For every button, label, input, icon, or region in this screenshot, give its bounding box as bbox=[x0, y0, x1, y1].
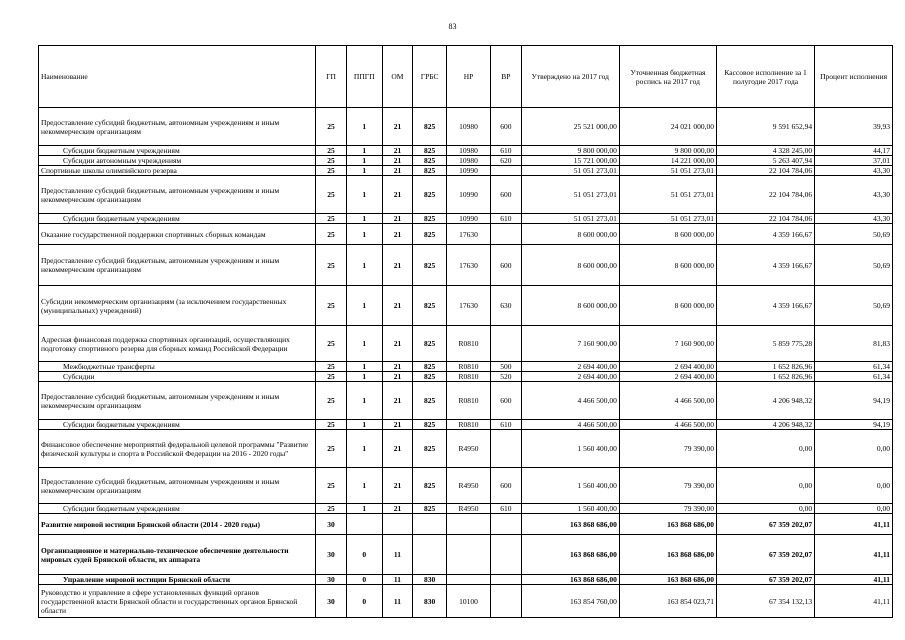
row-cash: 1 652 826,96 bbox=[717, 362, 815, 372]
row-np: R4950 bbox=[447, 504, 491, 514]
row-np: R4950 bbox=[447, 468, 491, 504]
row-gp: 25 bbox=[316, 430, 347, 468]
row-name: Субсидии бюджетным учреждениям bbox=[39, 214, 316, 224]
row-grbs: 825 bbox=[413, 166, 447, 176]
row-approved: 7 160 900,00 bbox=[521, 326, 619, 362]
row-approved: 15 721 000,00 bbox=[521, 156, 619, 166]
row-grbs: 825 bbox=[413, 468, 447, 504]
row-np: R0810 bbox=[447, 326, 491, 362]
row-refined: 163 868 686,00 bbox=[619, 575, 716, 585]
row-np: 10990 bbox=[447, 214, 491, 224]
row-cash: 4 206 948,32 bbox=[717, 382, 815, 420]
row-np: R0810 bbox=[447, 382, 491, 420]
row-vr: 630 bbox=[491, 286, 522, 326]
row-approved: 8 600 000,00 bbox=[521, 245, 619, 286]
row-vr: 520 bbox=[491, 372, 522, 382]
row-ppgp: 1 bbox=[346, 245, 382, 286]
row-percent: 44,17 bbox=[815, 146, 893, 156]
row-percent: 43,30 bbox=[815, 176, 893, 214]
row-percent: 43,30 bbox=[815, 214, 893, 224]
header-cash: Кассовое исполнение за 1 полугодие 2017 года bbox=[717, 46, 815, 108]
row-vr: 500 bbox=[491, 362, 522, 372]
row-om: 21 bbox=[382, 286, 413, 326]
row-approved: 4 466 500,00 bbox=[521, 420, 619, 430]
header-name: Наименование bbox=[39, 46, 316, 108]
row-om: 21 bbox=[382, 146, 413, 156]
row-cash: 0,00 bbox=[717, 504, 815, 514]
row-name: Предоставление субсидий бюджетным, автономным учреждениям и иным некоммерческим организациям bbox=[39, 468, 316, 504]
header-om: ОМ bbox=[382, 46, 413, 108]
table-row bbox=[39, 166, 893, 176]
row-grbs: 825 bbox=[413, 176, 447, 214]
row-approved: 163 868 686,00 bbox=[521, 575, 619, 585]
row-percent: 61,34 bbox=[815, 372, 893, 382]
row-ppgp: 1 bbox=[346, 286, 382, 326]
row-vr bbox=[491, 224, 522, 245]
row-om: 11 bbox=[382, 585, 413, 618]
row-grbs: 825 bbox=[413, 326, 447, 362]
row-percent: 50,69 bbox=[815, 224, 893, 245]
table-row bbox=[39, 326, 893, 362]
row-ppgp: 0 bbox=[346, 535, 382, 575]
row-ppgp: 1 bbox=[346, 504, 382, 514]
row-ppgp: 0 bbox=[346, 585, 382, 618]
row-ppgp: 1 bbox=[346, 372, 382, 382]
row-cash: 9 591 652,94 bbox=[717, 108, 815, 146]
row-ppgp: 1 bbox=[346, 468, 382, 504]
row-gp: 25 bbox=[316, 420, 347, 430]
row-percent: 0,00 bbox=[815, 504, 893, 514]
row-om: 21 bbox=[382, 214, 413, 224]
row-cash: 1 652 826,96 bbox=[717, 372, 815, 382]
row-approved: 1 560 400,00 bbox=[521, 468, 619, 504]
row-refined: 163 868 686,00 bbox=[619, 514, 716, 535]
row-refined: 2 694 400,00 bbox=[619, 372, 716, 382]
row-name: Предоставление субсидий бюджетным, автономным учреждениям и иным некоммерческим организациям bbox=[39, 108, 316, 146]
row-om: 21 bbox=[382, 504, 413, 514]
row-approved: 8 600 000,00 bbox=[521, 224, 619, 245]
table-row bbox=[39, 286, 893, 326]
table-row bbox=[39, 176, 893, 214]
row-name: Финансовое обеспечение мероприятий федеральной целевой программы "Развитие физической культуры и спорта в Российской Федерации на 2016 - 2020 годы" bbox=[39, 430, 316, 468]
header-approved: Утверждено на 2017 год bbox=[521, 46, 619, 108]
row-grbs: 825 bbox=[413, 372, 447, 382]
row-name: Субсидии некоммерческим организациям (за исключением государственных (муниципальных) учреждений) bbox=[39, 286, 316, 326]
row-refined: 14 221 000,00 bbox=[619, 156, 716, 166]
row-ppgp: 1 bbox=[346, 108, 382, 146]
row-om: 11 bbox=[382, 535, 413, 575]
row-name: Развитие мировой юстиции Брянской области (2014 - 2020 годы) bbox=[39, 514, 316, 535]
row-np: 10990 bbox=[447, 166, 491, 176]
row-vr bbox=[491, 166, 522, 176]
table-row bbox=[39, 535, 893, 575]
row-vr bbox=[491, 585, 522, 618]
row-cash: 5 263 407,94 bbox=[717, 156, 815, 166]
row-np bbox=[447, 535, 491, 575]
row-grbs: 825 bbox=[413, 362, 447, 372]
row-refined: 163 854 023,71 bbox=[619, 585, 716, 618]
table-row bbox=[39, 362, 893, 372]
row-vr: 610 bbox=[491, 146, 522, 156]
row-percent: 0,00 bbox=[815, 430, 893, 468]
budget-table bbox=[38, 45, 893, 618]
row-gp: 25 bbox=[316, 372, 347, 382]
table-row bbox=[39, 382, 893, 420]
row-om: 21 bbox=[382, 420, 413, 430]
row-vr: 610 bbox=[491, 214, 522, 224]
row-name: Субсидии бюджетным учреждениям bbox=[39, 146, 316, 156]
row-approved: 163 868 686,00 bbox=[521, 514, 619, 535]
row-cash: 4 359 166,67 bbox=[717, 245, 815, 286]
row-ppgp: 1 bbox=[346, 176, 382, 214]
row-gp: 25 bbox=[316, 146, 347, 156]
row-vr: 600 bbox=[491, 382, 522, 420]
row-name: Субсидии бюджетным учреждениям bbox=[39, 420, 316, 430]
row-percent: 94,19 bbox=[815, 420, 893, 430]
row-approved: 9 800 000,00 bbox=[521, 146, 619, 156]
row-np: 17630 bbox=[447, 224, 491, 245]
row-refined: 163 868 686,00 bbox=[619, 535, 716, 575]
row-om: 21 bbox=[382, 362, 413, 372]
row-vr: 610 bbox=[491, 504, 522, 514]
row-percent: 41,11 bbox=[815, 575, 893, 585]
row-ppgp: 1 bbox=[346, 166, 382, 176]
row-gp: 25 bbox=[316, 156, 347, 166]
row-gp: 30 bbox=[316, 514, 347, 535]
header-refined: Уточненная бюджетная роспись на 2017 год bbox=[619, 46, 716, 108]
row-np: R0810 bbox=[447, 362, 491, 372]
row-approved: 1 560 400,00 bbox=[521, 430, 619, 468]
row-np: 17630 bbox=[447, 245, 491, 286]
row-cash: 4 206 948,32 bbox=[717, 420, 815, 430]
row-approved: 163 868 686,00 bbox=[521, 535, 619, 575]
row-name: Предоставление субсидий бюджетным, автономным учреждениям и иным некоммерческим организациям bbox=[39, 382, 316, 420]
row-om: 21 bbox=[382, 156, 413, 166]
table-row bbox=[39, 372, 893, 382]
header-vr: ВР bbox=[491, 46, 522, 108]
row-refined: 8 600 000,00 bbox=[619, 286, 716, 326]
row-percent: 94,19 bbox=[815, 382, 893, 420]
row-vr bbox=[491, 575, 522, 585]
row-percent: 41,11 bbox=[815, 514, 893, 535]
page-number: 83 bbox=[448, 22, 457, 31]
row-np bbox=[447, 575, 491, 585]
header-percent: Процент исполнения bbox=[815, 46, 893, 108]
row-vr: 600 bbox=[491, 468, 522, 504]
row-ppgp: 1 bbox=[346, 146, 382, 156]
row-gp: 25 bbox=[316, 326, 347, 362]
row-refined: 51 051 273,01 bbox=[619, 176, 716, 214]
row-name: Субсидии автономным учреждениям bbox=[39, 156, 316, 166]
row-gp: 25 bbox=[316, 286, 347, 326]
row-gp: 25 bbox=[316, 504, 347, 514]
row-ppgp: 1 bbox=[346, 382, 382, 420]
row-gp: 25 bbox=[316, 176, 347, 214]
row-grbs: 825 bbox=[413, 224, 447, 245]
row-grbs: 830 bbox=[413, 585, 447, 618]
row-gp: 30 bbox=[316, 575, 347, 585]
table-header-row bbox=[39, 46, 893, 108]
row-approved: 1 560 400,00 bbox=[521, 504, 619, 514]
row-ppgp: 1 bbox=[346, 420, 382, 430]
row-grbs: 825 bbox=[413, 214, 447, 224]
row-ppgp: 1 bbox=[346, 224, 382, 245]
row-vr: 600 bbox=[491, 108, 522, 146]
row-vr bbox=[491, 430, 522, 468]
row-cash: 67 359 202,07 bbox=[717, 535, 815, 575]
row-om: 21 bbox=[382, 326, 413, 362]
row-np: R4950 bbox=[447, 430, 491, 468]
row-cash: 67 359 202,07 bbox=[717, 575, 815, 585]
row-cash: 22 104 784,06 bbox=[717, 214, 815, 224]
row-vr: 610 bbox=[491, 420, 522, 430]
row-refined: 8 600 000,00 bbox=[619, 224, 716, 245]
row-percent: 41,11 bbox=[815, 585, 893, 618]
header-gp: ГП bbox=[316, 46, 347, 108]
row-vr bbox=[491, 514, 522, 535]
row-vr: 600 bbox=[491, 176, 522, 214]
row-percent: 50,69 bbox=[815, 245, 893, 286]
row-grbs: 825 bbox=[413, 245, 447, 286]
row-grbs: 825 bbox=[413, 382, 447, 420]
row-om: 21 bbox=[382, 176, 413, 214]
row-percent: 43,30 bbox=[815, 166, 893, 176]
table-row bbox=[39, 146, 893, 156]
row-gp: 25 bbox=[316, 214, 347, 224]
table-row bbox=[39, 245, 893, 286]
row-grbs bbox=[413, 535, 447, 575]
row-np: 17630 bbox=[447, 286, 491, 326]
row-name: Межбюджетные трансферты bbox=[39, 362, 316, 372]
row-refined: 4 466 500,00 bbox=[619, 382, 716, 420]
row-cash: 4 359 166,67 bbox=[717, 286, 815, 326]
table-row bbox=[39, 214, 893, 224]
row-om: 21 bbox=[382, 468, 413, 504]
row-refined: 79 390,00 bbox=[619, 430, 716, 468]
row-name: Руководство и управление в сфере установленных функций органов государственной власти Брянской области и государственных органов Брянской области bbox=[39, 585, 316, 618]
row-percent: 50,69 bbox=[815, 286, 893, 326]
row-ppgp bbox=[346, 514, 382, 535]
row-cash: 22 104 784,06 bbox=[717, 166, 815, 176]
row-refined: 2 694 400,00 bbox=[619, 362, 716, 372]
header-np: НР bbox=[447, 46, 491, 108]
table-row bbox=[39, 504, 893, 514]
row-cash: 0,00 bbox=[717, 468, 815, 504]
row-percent: 37,01 bbox=[815, 156, 893, 166]
row-approved: 25 521 000,00 bbox=[521, 108, 619, 146]
table-row bbox=[39, 156, 893, 166]
row-cash: 4 359 166,67 bbox=[717, 224, 815, 245]
row-gp: 25 bbox=[316, 382, 347, 420]
row-om: 11 bbox=[382, 575, 413, 585]
row-refined: 8 600 000,00 bbox=[619, 245, 716, 286]
row-name: Спортивные школы олимпийского резерва bbox=[39, 166, 316, 176]
table-row bbox=[39, 420, 893, 430]
row-ppgp: 0 bbox=[346, 575, 382, 585]
row-refined: 51 051 273,01 bbox=[619, 166, 716, 176]
row-vr bbox=[491, 326, 522, 362]
row-refined: 79 390,00 bbox=[619, 504, 716, 514]
row-om: 21 bbox=[382, 224, 413, 245]
row-approved: 2 694 400,00 bbox=[521, 372, 619, 382]
row-grbs: 825 bbox=[413, 504, 447, 514]
row-grbs: 825 bbox=[413, 108, 447, 146]
row-gp: 25 bbox=[316, 166, 347, 176]
row-grbs: 825 bbox=[413, 146, 447, 156]
row-approved: 163 854 760,00 bbox=[521, 585, 619, 618]
row-gp: 25 bbox=[316, 245, 347, 286]
row-name: Управление мировой юстиции Брянской области bbox=[39, 575, 316, 585]
row-refined: 24 021 000,00 bbox=[619, 108, 716, 146]
row-grbs: 825 bbox=[413, 286, 447, 326]
table-row bbox=[39, 108, 893, 146]
row-name: Субсидии bbox=[39, 372, 316, 382]
row-name: Предоставление субсидий бюджетным, автономным учреждениям и иным некоммерческим организациям bbox=[39, 245, 316, 286]
table-row bbox=[39, 585, 893, 618]
row-name: Предоставление субсидий бюджетным, автономным учреждениям и иным некоммерческим организациям bbox=[39, 176, 316, 214]
row-gp: 30 bbox=[316, 585, 347, 618]
row-approved: 51 051 273,01 bbox=[521, 176, 619, 214]
row-name: Организационное и материально-техническое обеспечение деятельности мировых судей Брянской области, их аппарата bbox=[39, 535, 316, 575]
row-np: R0810 bbox=[447, 420, 491, 430]
row-cash: 0,00 bbox=[717, 430, 815, 468]
row-np: 10980 bbox=[447, 146, 491, 156]
table-row bbox=[39, 575, 893, 585]
row-refined: 7 160 900,00 bbox=[619, 326, 716, 362]
row-percent: 61,34 bbox=[815, 362, 893, 372]
row-name: Оказание государственной поддержки спортивных сборных командам bbox=[39, 224, 316, 245]
row-refined: 4 466 500,00 bbox=[619, 420, 716, 430]
row-vr: 600 bbox=[491, 245, 522, 286]
row-approved: 51 051 273,01 bbox=[521, 166, 619, 176]
row-cash: 5 859 775,28 bbox=[717, 326, 815, 362]
table-row bbox=[39, 430, 893, 468]
row-gp: 25 bbox=[316, 224, 347, 245]
row-grbs: 825 bbox=[413, 156, 447, 166]
header-ppgp: ППГП bbox=[346, 46, 382, 108]
row-ppgp: 1 bbox=[346, 214, 382, 224]
row-gp: 25 bbox=[316, 362, 347, 372]
table-row bbox=[39, 468, 893, 504]
row-np: 10980 bbox=[447, 108, 491, 146]
row-np: 10990 bbox=[447, 176, 491, 214]
row-gp: 30 bbox=[316, 535, 347, 575]
table-row bbox=[39, 514, 893, 535]
row-om: 21 bbox=[382, 245, 413, 286]
row-approved: 8 600 000,00 bbox=[521, 286, 619, 326]
row-vr bbox=[491, 535, 522, 575]
row-gp: 25 bbox=[316, 468, 347, 504]
row-np: R0810 bbox=[447, 372, 491, 382]
row-percent: 0,00 bbox=[815, 468, 893, 504]
row-refined: 9 800 000,00 bbox=[619, 146, 716, 156]
row-approved: 2 694 400,00 bbox=[521, 362, 619, 372]
row-om: 21 bbox=[382, 430, 413, 468]
row-name: Адресная финансовая поддержка спортивных организаций, осуществляющих подготовку спортивного резерва для сборных команд Российской Федерации bbox=[39, 326, 316, 362]
row-ppgp: 1 bbox=[346, 430, 382, 468]
row-np: 10100 bbox=[447, 585, 491, 618]
row-approved: 51 051 273,01 bbox=[521, 214, 619, 224]
row-cash: 67 354 132,13 bbox=[717, 585, 815, 618]
row-name: Субсидии бюджетным учреждениям bbox=[39, 504, 316, 514]
row-cash: 67 359 202,07 bbox=[717, 514, 815, 535]
header-grbs: ГРБС bbox=[413, 46, 447, 108]
row-om: 21 bbox=[382, 166, 413, 176]
row-np bbox=[447, 514, 491, 535]
row-refined: 51 051 273,01 bbox=[619, 214, 716, 224]
row-om bbox=[382, 514, 413, 535]
row-percent: 41,11 bbox=[815, 535, 893, 575]
row-grbs: 825 bbox=[413, 420, 447, 430]
row-grbs: 830 bbox=[413, 575, 447, 585]
row-grbs: 825 bbox=[413, 430, 447, 468]
row-om: 21 bbox=[382, 108, 413, 146]
row-ppgp: 1 bbox=[346, 156, 382, 166]
row-approved: 4 466 500,00 bbox=[521, 382, 619, 420]
row-refined: 79 390,00 bbox=[619, 468, 716, 504]
row-om: 21 bbox=[382, 372, 413, 382]
row-percent: 39,93 bbox=[815, 108, 893, 146]
row-cash: 22 104 784,06 bbox=[717, 176, 815, 214]
row-gp: 25 bbox=[316, 108, 347, 146]
row-vr: 620 bbox=[491, 156, 522, 166]
row-cash: 4 328 245,00 bbox=[717, 146, 815, 156]
row-np: 10980 bbox=[447, 156, 491, 166]
row-om: 21 bbox=[382, 382, 413, 420]
row-ppgp: 1 bbox=[346, 326, 382, 362]
table-row bbox=[39, 224, 893, 245]
row-percent: 81,83 bbox=[815, 326, 893, 362]
row-grbs bbox=[413, 514, 447, 535]
row-ppgp: 1 bbox=[346, 362, 382, 372]
